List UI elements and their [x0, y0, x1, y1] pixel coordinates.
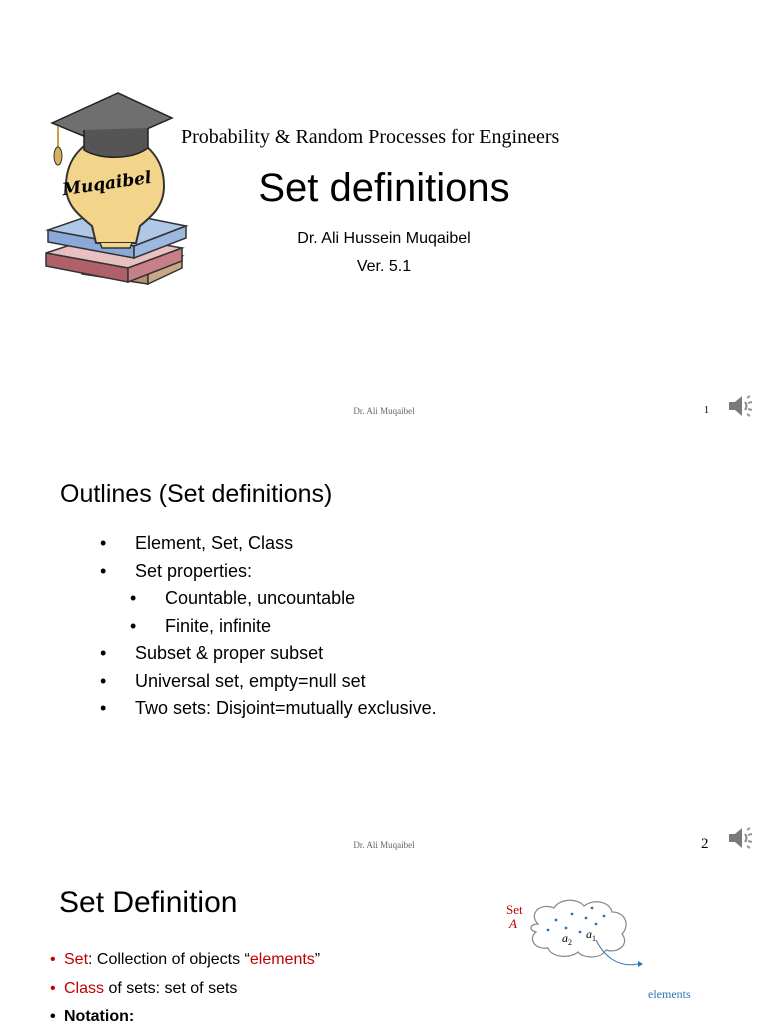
slide-footer: Dr. Ali Muqaibel — [353, 406, 415, 416]
list-item: • Notation: — [50, 1003, 320, 1032]
set-text-end: ” — [314, 951, 321, 968]
page-number: 1 — [704, 405, 709, 416]
definition-list — [50, 946, 320, 1032]
set-label: Set — [506, 902, 523, 917]
speaker-icon[interactable] — [727, 392, 755, 420]
outline-title-paren: (Set definitions) — [158, 480, 333, 508]
list-item: • Two sets: Disjoint=mutually exclusive. — [100, 695, 437, 723]
slide-1 — [0, 0, 768, 432]
class-text: of sets: set of sets — [104, 979, 238, 997]
course-title: Probability & Random Processes for Engineers — [181, 126, 560, 148]
page-number: 2 — [701, 836, 709, 852]
list-item — [50, 975, 320, 1004]
slide-title: Set definitions — [258, 166, 510, 210]
arrow-head — [638, 961, 643, 967]
elements-term: elements — [249, 951, 315, 968]
element-a1: $a_1$ — [586, 927, 596, 943]
set-var: A — [509, 916, 517, 931]
list-item: • Countable, uncountable — [130, 585, 437, 613]
element-a2: $a_2$ — [562, 931, 572, 947]
outline-title-main: Outlines — [60, 480, 152, 508]
outline-title — [60, 480, 332, 509]
set-term: Set — [64, 951, 89, 968]
list-item: • Element, Set, Class — [100, 530, 437, 558]
list-item — [50, 946, 320, 975]
list-item: • Universal set, empty=null set — [100, 668, 437, 696]
set-cloud — [531, 900, 626, 957]
set-text: : Collection of objects “ — [88, 951, 250, 968]
author-name: Dr. Ali Hussein Muqaibel — [297, 230, 471, 247]
list-item: • Finite, infinite — [130, 613, 437, 641]
slide-footer: Dr. Ali Muqaibel — [353, 840, 415, 850]
set-diagram — [500, 894, 720, 1024]
outline-list — [100, 530, 437, 723]
version-label: Ver. 5.1 — [356, 258, 412, 275]
slide-3 — [0, 864, 768, 1024]
elements-label: elements — [648, 987, 691, 1001]
speaker-icon[interactable] — [727, 824, 755, 852]
list-item: • Subset & proper subset — [100, 640, 437, 668]
logo-text: Muqaibel — [61, 167, 153, 201]
slide-2 — [0, 432, 768, 864]
class-term: Class — [64, 979, 105, 997]
set-definition-title: Set Definition — [59, 886, 238, 919]
list-item: • Set properties: — [100, 558, 437, 586]
